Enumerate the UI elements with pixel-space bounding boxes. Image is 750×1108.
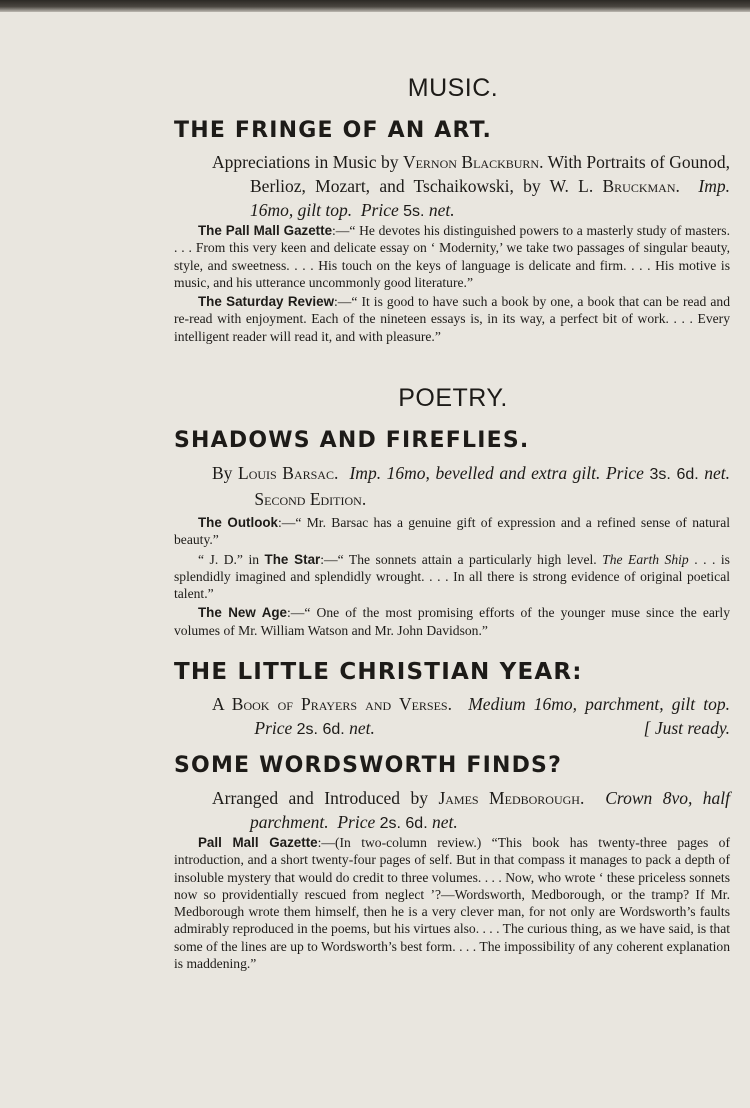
review-outlook: The Outlook:—“ Mr. Barsac has a genuine gift of expression and a refined sense of natural beauty.”: [174, 515, 731, 548]
author-name: James Medborough.: [438, 788, 585, 808]
reviews-wordsworth: [174, 834, 730, 974]
book-price: 2s. 6d.: [379, 815, 428, 832]
reviews-music: [174, 222, 730, 347]
reviews-poetry: [174, 514, 730, 641]
book-entry-fringe-of-an-art: Appreciations in Music by Vernon Blackburn. With Portraits of Gounod, Berlioz, Mozart, and Tschaikowski, by W. L. Bruckman. Imp. 16mo, gilt top. Price 5s. net.: [212, 152, 731, 220]
book-title-wordsworth-finds: SOME WORDSWORTH FINDS?: [174, 753, 563, 778]
book-title-shadows-and-fireflies: SHADOWS AND FIREFLIES.: [174, 428, 530, 453]
review-new-age: The New Age:—“ One of the most promising efforts of the younger muse since the early volumes of Mr. William Watson and Mr. John Davidson.”: [174, 605, 730, 638]
author-name: Vernon Blackburn.: [402, 152, 544, 172]
book-price: 5s.: [403, 203, 425, 220]
book-format: Imp. 16mo, bevelled and extra gilt.: [349, 463, 601, 483]
book-format: Crown 8vo,: [605, 788, 693, 808]
edition-note: Second Edition.: [254, 489, 367, 509]
section-heading-poetry: POETRY.: [398, 384, 508, 412]
review-pall-mall-gazette-wordsworth: Pall Mall Gazette:—(In two-column review.) “This book has twenty-three pages of introduction, and a short twenty-four pages of self. But in that compass it manages to pack a depth of insoluble mystery that would do credit to three volumes. . . . Now, who wrote ‘ these priceless sonnets now so providentially rescued from neglect ’?—Wordsworth, Medborough, or the tramp? If Mr. Medborough wrote them himself, then he is a very clever man, for not only are Wordsworth’s faults admirably reproduced in the poems, but his virtues also. . . . The curious thing, as we have said, is that some of the lines are up to Wordsworth’s best form. . . . The impossibility of any coherent explanation is maddening.”: [174, 835, 730, 972]
book-entry-shadows-and-fireflies: By Louis Barsac. Imp. 16mo, bevelled and extra gilt. Price 3s. 6d. net. Second Edition.: [212, 463, 731, 509]
book-entry-wordsworth-finds: Arranged and Introduced by James Medborough. Crown 8vo, half parchment. Price 2s. 6d. net.: [212, 788, 731, 832]
review-saturday-review: The Saturday Review:—“ It is good to have such a book by one, a book that can be read and re-read with enjoyment. Each of the nineteen essays is, in its way, a perfect bit of work. . . . Every intelligent reader will read it, and with pleasure.”: [174, 294, 731, 344]
book-format: Medium 16mo, parchment, gilt top.: [468, 694, 730, 714]
review-pall-mall-gazette: The Pall Mall Gazette:—“ He devotes his distinguished powers to a masterly study of masters. . . . From this very keen and delicate essay on ‘ Modernity,’ we take two passages of singular beauty, style, and sweetness. . . . His touch on the keys of language is delicate and firm. . . . His motive is music, and his utterance uncommonly good literature.”: [174, 223, 730, 290]
book-price: 2s. 6d.: [296, 721, 345, 738]
book-subtitle: A Book of Prayers and Verses.: [212, 694, 452, 714]
book-title-fringe-of-an-art: THE FRINGE OF AN ART.: [174, 118, 493, 143]
review-the-star: “ J. D.” in The Star:—“ The sonnets attain a particularly high level. The Earth Ship . . . is splendidly imagined and splendidly wrought. . . . In all there is strong evidence of original poetical talent.”: [174, 551, 730, 602]
availability-note: [ Just ready.: [643, 718, 730, 738]
book-title-little-christian-year: THE LITTLE CHRISTIAN YEAR:: [174, 659, 583, 685]
illustrator-name: Bruckman.: [602, 176, 680, 196]
book-format: Imp. 16mo, gilt top.: [250, 176, 731, 220]
author-name: Louis Barsac.: [238, 463, 339, 483]
book-price: 3s. 6d.: [649, 466, 699, 483]
book-entry-little-christian-year: A Book of Prayers and Verses. Medium 16mo, parchment, gilt top. Price 2s. 6d. net. [ Just ready.: [212, 694, 730, 738]
section-heading-music: MUSIC.: [407, 74, 499, 102]
